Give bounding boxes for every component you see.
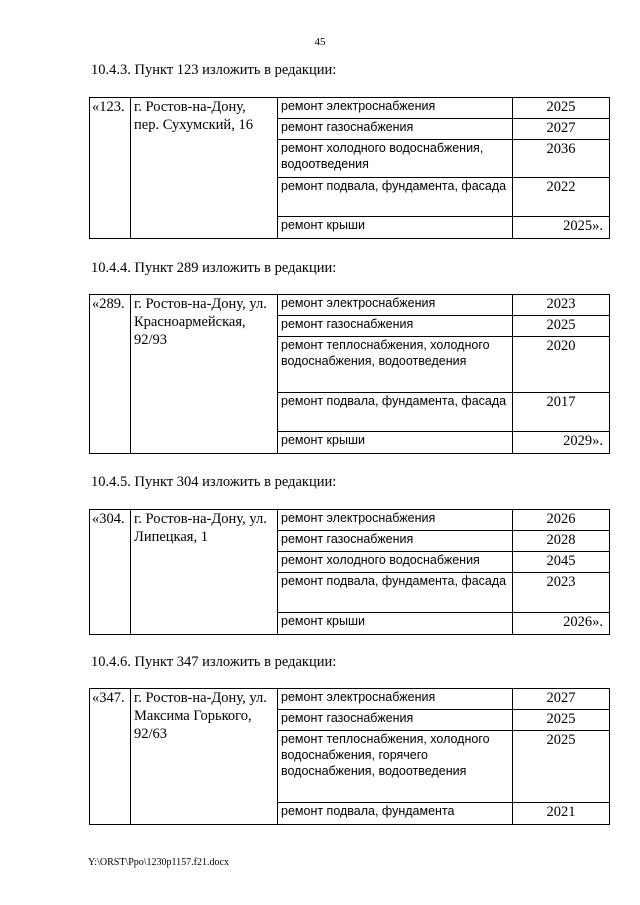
- year-cell: 2027: [513, 119, 610, 140]
- address-cell: г. Ростов-на-Дону, пер. Сухумский, 16: [131, 98, 278, 239]
- work-cell: ремонт подвала, фундамента, фасада: [278, 178, 513, 217]
- work-cell: ремонт газоснабжения: [278, 316, 513, 337]
- repair-table: [89, 509, 610, 635]
- year-cell: 2020: [513, 337, 610, 393]
- section-heading: 10.4.5. Пункт 304 изложить в редакции:: [91, 474, 337, 490]
- address-cell: г. Ростов-на-Дону, ул. Максима Горького, 92/63: [131, 689, 278, 825]
- address-cell: г. Ростов-на-Дону, ул. Красноармейская, 92/93: [131, 295, 278, 454]
- item-number: «304.: [90, 510, 131, 635]
- item-number: «289.: [90, 295, 131, 454]
- year-cell: 2045: [513, 552, 610, 573]
- table-row: [90, 689, 610, 710]
- table-row: [90, 510, 610, 531]
- work-cell: ремонт электроснабжения: [278, 98, 513, 119]
- work-cell: ремонт теплоснабжения, холодного водоснабжения, горячего водоснабжения, водоотведения: [278, 731, 513, 803]
- year-cell: 2017: [513, 393, 610, 432]
- section-heading: 10.4.4. Пункт 289 изложить в редакции:: [91, 260, 337, 276]
- work-cell: ремонт электроснабжения: [278, 689, 513, 710]
- year-cell: 2025».: [513, 217, 610, 239]
- work-cell: ремонт холодного водоснабжения, водоотведения: [278, 140, 513, 178]
- year-cell: 2021: [513, 803, 610, 825]
- work-cell: ремонт газоснабжения: [278, 710, 513, 731]
- table-row: [90, 295, 610, 316]
- work-cell: ремонт газоснабжения: [278, 119, 513, 140]
- item-number: «123.: [90, 98, 131, 239]
- work-cell: ремонт подвала, фундамента, фасада: [278, 573, 513, 613]
- year-cell: 2025: [513, 731, 610, 803]
- year-cell: 2028: [513, 531, 610, 552]
- repair-table: [89, 97, 610, 239]
- year-cell: 2026: [513, 510, 610, 531]
- year-cell: 2025: [513, 710, 610, 731]
- work-cell: ремонт крыши: [278, 613, 513, 635]
- work-cell: ремонт электроснабжения: [278, 510, 513, 531]
- work-cell: ремонт подвала, фундамента: [278, 803, 513, 825]
- year-cell: 2036: [513, 140, 610, 178]
- year-cell: 2025: [513, 316, 610, 337]
- work-cell: ремонт теплоснабжения, холодного водоснабжения, водоотведения: [278, 337, 513, 393]
- year-cell: 2025: [513, 98, 610, 119]
- year-cell: 2029».: [513, 432, 610, 454]
- work-cell: ремонт электроснабжения: [278, 295, 513, 316]
- year-cell: 2027: [513, 689, 610, 710]
- table-row: [90, 98, 610, 119]
- repair-table: [89, 688, 610, 825]
- year-cell: 2026».: [513, 613, 610, 635]
- file-path-footer: Y:\ORST\Ppo\1230p1157.f21.docx: [88, 857, 229, 868]
- work-cell: ремонт крыши: [278, 432, 513, 454]
- item-number: «347.: [90, 689, 131, 825]
- repair-table: [89, 294, 610, 454]
- work-cell: ремонт подвала, фундамента, фасада: [278, 393, 513, 432]
- work-cell: ремонт холодного водоснабжения: [278, 552, 513, 573]
- address-cell: г. Ростов-на-Дону, ул. Липецкая, 1: [131, 510, 278, 635]
- work-cell: ремонт крыши: [278, 217, 513, 239]
- year-cell: 2022: [513, 178, 610, 217]
- work-cell: ремонт газоснабжения: [278, 531, 513, 552]
- year-cell: 2023: [513, 573, 610, 613]
- page-number: 45: [314, 36, 326, 48]
- section-heading: 10.4.6. Пункт 347 изложить в редакции:: [91, 654, 337, 670]
- section-heading: 10.4.3. Пункт 123 изложить в редакции:: [91, 62, 337, 78]
- year-cell: 2023: [513, 295, 610, 316]
